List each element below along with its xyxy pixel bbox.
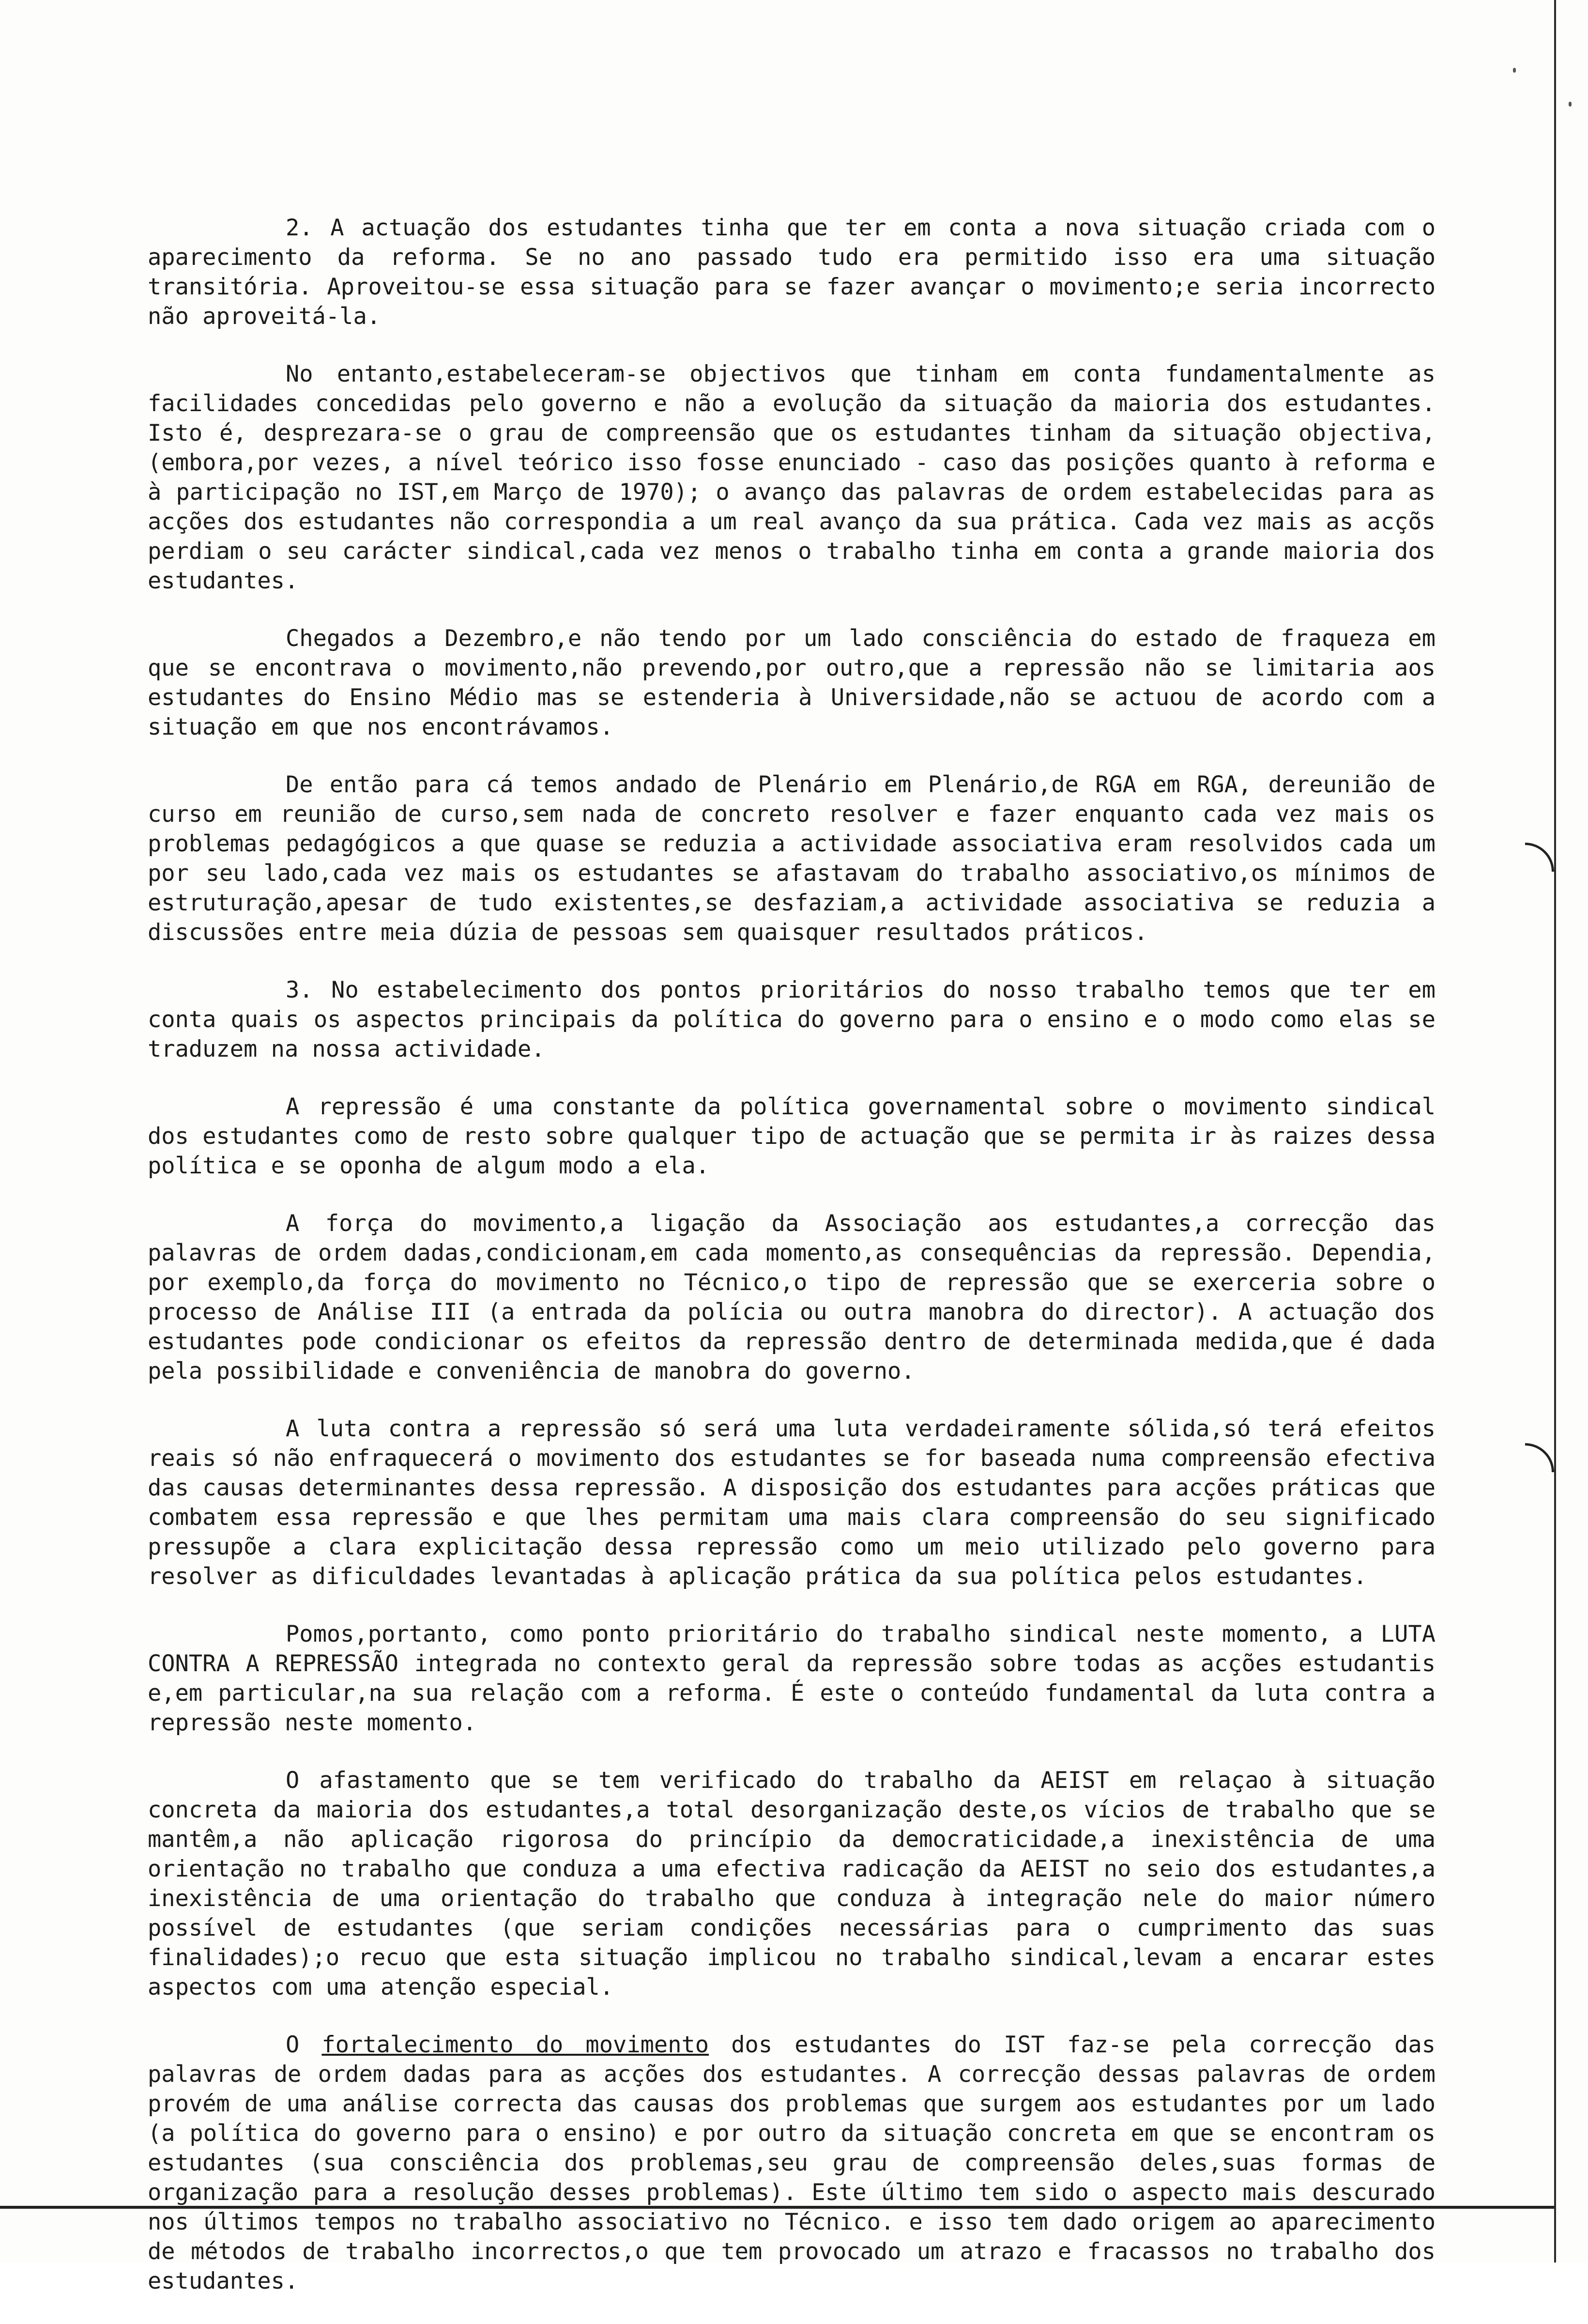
- binding-mark-bottom: [1525, 1443, 1554, 1472]
- paragraph-11-body: dos estudantes do IST faz-se pela correcção das palavras de ordem dadas para as acções dos estudantes. A correcção dessas palavras de ordem provém de uma análise correcta das causas dos problemas que surgem aos estudantes por um lado (a política do governo para o ensino) e por outro da situação concreta em que se encontram os estudantes (sua consciência dos problemas,seu grau de compreensão deles,suas formas de organização para a resolução desses problemas). Este último tem sido o aspecto mais descurado nos últimos tempos no trabalho associativo no Técnico. e isso tem dado origem ao aparecimento de métodos de trabalho incorrectos,o que tem provocado um atrazo e fracassos no trabalho dos estudantes.: [148, 2032, 1435, 2294]
- document-body: [148, 213, 1435, 2324]
- paragraph-5: 3. No estabelecimento dos pontos prioritários do nosso trabalho temos que ter em conta quais os aspectos principais da política do governo para o ensino e o modo como elas se traduzem na nossa actividade.: [148, 977, 1435, 1062]
- binding-mark-top: [1525, 843, 1554, 872]
- scan-speck: [1513, 68, 1516, 73]
- paragraph-2: No entanto,estabeleceram-se objectivos que tinham em conta fundamentalmente as facilidades concedidas pelo governo e não a evolução da situação da maioria dos estudantes. Isto é, desprezara-se o grau de compreensão que os estudantes tinham da situação objectiva, (embora,por vezes, a nível teórico isso fosse enunciado - caso das posições quanto à reforma e à participação no IST,em Março de 1970); o avanço das palavras de ordem estabelecidas para as acções dos estudantes não correspondia a um real avanço da sua prática. Cada vez mais as acçõs perdiam o seu carácter sindical,cada vez menos o trabalho tinha em conta a grande maioria dos estudantes.: [148, 361, 1435, 594]
- paragraph-11: [148, 2030, 1435, 2296]
- paragraph-9: Pomos,portanto, como ponto prioritário do trabalho sindical neste momento, a LUTA CONTRA A REPRESSÃO integrada no contexto geral da repressão sobre todas as acções estudantis e,em particular,na sua relação com a reforma. É este o conteúdo fundamental da luta contra a repressão neste momento.: [148, 1621, 1435, 1736]
- paragraph-11-lead: O: [286, 2032, 322, 2058]
- underlined-phrase: fortalecimento do movimento: [321, 2032, 709, 2058]
- paragraph-10: O afastamento que se tem verificado do trabalho da AEIST em relaçao à situação concreta da maioria dos estudantes,a total desorganização deste,os vícios de trabalho que se mantêm,a não aplicação rigorosa do princípio da democraticidade,a inexistência de uma orientação no trabalho que conduza a uma efectiva radicação da AEIST no seio dos estudantes,a inexistência de uma orientação do trabalho que conduza à integração nele do maior número possível de estudantes (que seriam condições necessárias para o cumprimento das suas finalidades);o recuo que esta situação implicou no trabalho sindical,levam a encarar estes aspectos com uma atenção especial.: [148, 1767, 1435, 2001]
- scan-speck: [1569, 102, 1572, 107]
- paragraph-6: A repressão é uma constante da política governamental sobre o movimento sindical dos estudantes como de resto sobre qualquer tipo de actuação que se permita ir às raizes dessa política e se oponha de algum modo a ela.: [148, 1093, 1435, 1179]
- paragraph-3: Chegados a Dezembro,e não tendo por um lado consciência do estado de fraqueza em que se encontrava o movimento,não prevendo,por outro,que a repressão não se limitaria aos estudantes do Ensino Médio mas se estenderia à Universidade,não se actuou de acordo com a situação em que nos encontrávamos.: [148, 625, 1435, 740]
- bottom-edge-line: [0, 2206, 1554, 2209]
- page-edge-line: [1554, 0, 1556, 2262]
- paragraph-7: A força do movimento,a ligação da Associação aos estudantes,a correcção das palavras de ordem dadas,condicionam,em cada momento,as consequências da repressão. Dependia, por exemplo,da força do movimento no Técnico,o tipo de repressão que se exerceria sobre o processo de Análise III (a entrada da polícia ou outra manobra do director). A actuação dos estudantes pode condicionar os efeitos da repressão dentro de determinada medida,que é dada pela possibilidade e conveniência de manobra do governo.: [148, 1210, 1435, 1385]
- paragraph-8: A luta contra a repressão só será uma luta verdadeiramente sólida,só terá efeitos reais só não enfraquecerá o movimento dos estudantes se for baseada numa compreensão efectiva das causas determinantes dessa repressão. A disposição dos estudantes para acções práticas que combatem essa repressão e que lhes permitam uma mais clara compreensão do seu significado pressupõe a clara explicitação dessa repressão como um meio utilizado pelo governo para resolver as dificuldades levantadas à aplicação prática da sua política pelos estudantes.: [148, 1416, 1435, 1590]
- paragraph-1: 2. A actuação dos estudantes tinha que ter em conta a nova situação criada com o aparecimento da reforma. Se no ano passado tudo era permitido isso era uma situação transitória. Aproveitou-se essa situação para se fazer avançar o movimento;e seria incorrecto não aproveitá-la.: [148, 215, 1435, 330]
- paragraph-4: De então para cá temos andado de Plenário em Plenário,de RGA em RGA, dereunião de curso em reunião de curso,sem nada de concreto resolver e fazer enquanto cada vez mais os problemas pedagógicos a que quase se reduzia a actividade associativa eram resolvidos cada um por seu lado,cada vez mais os estudantes se afastavam do trabalho associativo,os mínimos de estruturação,apesar de tudo existentes,se desfaziam,a actividade associativa se reduzia a discussões entre meia dúzia de pessoas sem quaisquer resultados práticos.: [148, 771, 1435, 946]
